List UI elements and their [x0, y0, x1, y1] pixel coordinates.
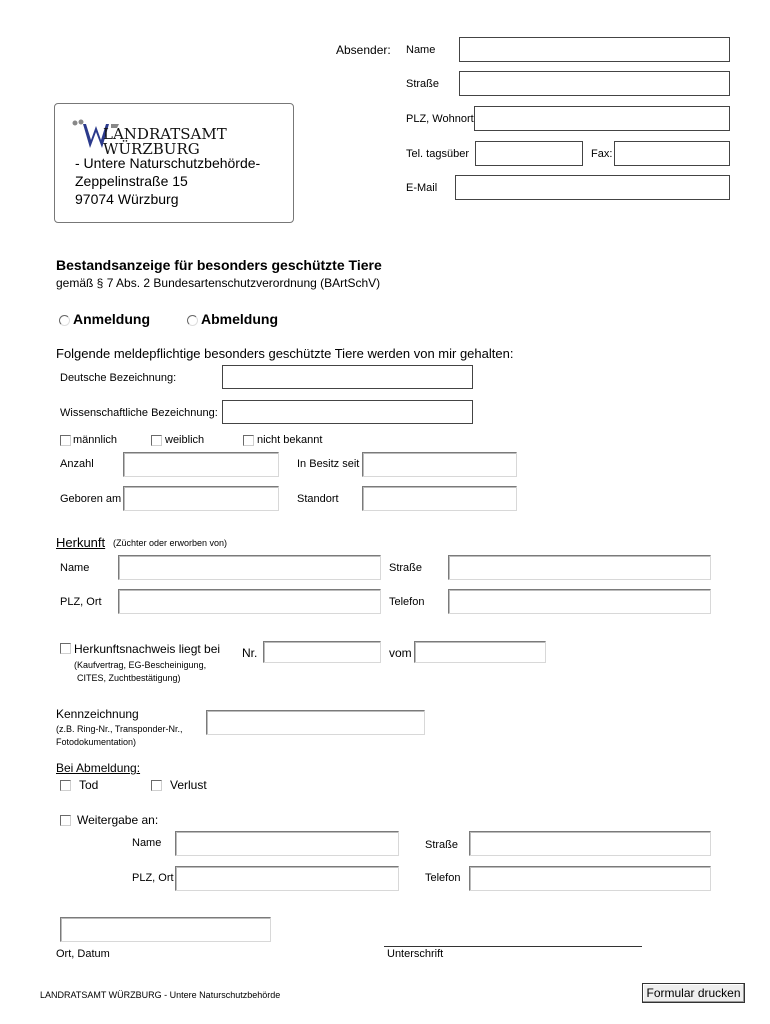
male-label: männlich	[73, 434, 118, 446]
unknown-sex-checkbox[interactable]	[243, 435, 254, 446]
signature-label: Unterschrift	[387, 948, 444, 960]
origin-zip-city-input[interactable]	[118, 589, 381, 614]
print-form-button[interactable]: Formular drucken	[642, 983, 745, 1003]
scientific-name-input[interactable]	[222, 400, 473, 424]
origin-street-label: Straße	[389, 562, 423, 574]
born-on-label: Geboren am	[60, 493, 122, 505]
marking-note-line2: Fotodokumentation)	[56, 737, 137, 747]
transfer-name-label: Name	[132, 837, 162, 849]
signature-line	[384, 946, 642, 947]
loss-label: Verlust	[170, 778, 207, 792]
page-title: Bestandsanzeige für besonders geschützte Tiere	[56, 257, 382, 273]
proof-number-label: Nr.	[242, 646, 258, 660]
transfer-phone-label: Telefon	[425, 872, 461, 884]
transfer-checkbox[interactable]	[60, 815, 71, 826]
place-date-label: Ort, Datum	[56, 948, 110, 960]
authority-city: 97074 Würzburg	[75, 191, 179, 207]
animals-intro: Folgende meldepflichtige besonders geschützte Tiere werden von mir gehalten:	[56, 346, 514, 361]
sender-email-label: E-Mail	[406, 182, 438, 194]
unknown-sex-label: nicht bekannt	[257, 434, 323, 446]
deregister-label: Abmeldung	[201, 311, 278, 327]
authority-address-box	[54, 103, 294, 223]
death-label: Tod	[79, 778, 99, 792]
count-input[interactable]	[123, 452, 279, 477]
page-subtitle: gemäß § 7 Abs. 2 Bundesartenschutzverordnung (BArtSchV)	[56, 276, 381, 290]
deregister-radio[interactable]	[187, 315, 198, 326]
sender-name-input[interactable]	[459, 37, 730, 62]
origin-zip-city-label: PLZ, Ort	[60, 596, 102, 608]
male-checkbox[interactable]	[60, 435, 71, 446]
place-date-input[interactable]	[60, 917, 271, 942]
sender-phone-label: Tel. tagsüber	[406, 148, 469, 160]
authority-street: Zeppelinstraße 15	[75, 173, 188, 189]
origin-name-label: Name	[60, 562, 90, 574]
proof-date-input[interactable]	[414, 641, 546, 663]
deregistration-heading: Bei Abmeldung:	[56, 761, 141, 775]
proof-date-label: vom	[389, 646, 412, 660]
sender-label: Absender:	[336, 43, 391, 57]
origin-street-input[interactable]	[448, 555, 711, 580]
register-radio[interactable]	[59, 315, 70, 326]
female-checkbox[interactable]	[151, 435, 162, 446]
count-label: Anzahl	[60, 458, 94, 470]
owned-since-input[interactable]	[362, 452, 517, 477]
sender-email-input[interactable]	[455, 175, 730, 200]
transfer-street-label: Straße	[425, 839, 459, 851]
origin-heading-note: (Züchter oder erworben von)	[113, 538, 228, 548]
sender-street-input[interactable]	[459, 71, 730, 96]
logo-line1: LANDRATSAMT	[103, 125, 227, 143]
origin-heading: Herkunft	[56, 535, 106, 550]
footer-text: LANDRATSAMT WÜRZBURG - Untere Naturschutzbehörde	[40, 990, 281, 1000]
transfer-phone-input[interactable]	[469, 866, 711, 891]
death-checkbox[interactable]	[60, 780, 71, 791]
sender-fax-input[interactable]	[614, 141, 730, 166]
german-name-input[interactable]	[222, 365, 473, 389]
sender-zip-city-label: PLZ, Wohnort	[406, 113, 474, 125]
transfer-name-input[interactable]	[175, 831, 399, 856]
sender-street-label: Straße	[406, 78, 440, 90]
origin-phone-label: Telefon	[389, 596, 425, 608]
owned-since-label: In Besitz seit	[297, 458, 360, 470]
proof-label: Herkunftsnachweis liegt bei	[74, 642, 221, 656]
location-input[interactable]	[362, 486, 517, 511]
sender-name-label: Name	[406, 44, 436, 56]
loss-checkbox[interactable]	[151, 780, 162, 791]
marking-note-line1: (z.B. Ring-Nr., Transponder-Nr.,	[56, 724, 183, 734]
location-label: Standort	[297, 493, 339, 505]
sender-fax-label: Fax:	[591, 148, 613, 160]
transfer-label: Weitergabe an:	[77, 813, 159, 827]
register-label: Anmeldung	[73, 311, 150, 327]
born-on-input[interactable]	[123, 486, 279, 511]
transfer-street-input[interactable]	[469, 831, 711, 856]
origin-phone-input[interactable]	[448, 589, 711, 614]
proof-note-line1: (Kaufvertrag, EG-Bescheinigung,	[74, 660, 207, 670]
authority-department: - Untere Naturschutzbehörde-	[75, 155, 261, 171]
proof-note-line2: CITES, Zuchtbestätigung)	[77, 673, 181, 683]
proof-checkbox[interactable]	[60, 643, 71, 654]
origin-name-input[interactable]	[118, 555, 381, 580]
sender-zip-city-input[interactable]	[474, 106, 730, 131]
scientific-name-label: Wissenschaftliche Bezeichnung:	[60, 407, 218, 419]
transfer-zip-city-label: PLZ, Ort	[132, 872, 174, 884]
marking-label: Kennzeichnung	[56, 707, 139, 721]
proof-number-input[interactable]	[263, 641, 381, 663]
sender-phone-input[interactable]	[475, 141, 583, 166]
female-label: weiblich	[165, 434, 205, 446]
logo-line2: WÜRZBURG	[103, 140, 200, 158]
german-name-label: Deutsche Bezeichnung:	[60, 372, 177, 384]
transfer-zip-city-input[interactable]	[175, 866, 399, 891]
marking-input[interactable]	[206, 710, 425, 735]
